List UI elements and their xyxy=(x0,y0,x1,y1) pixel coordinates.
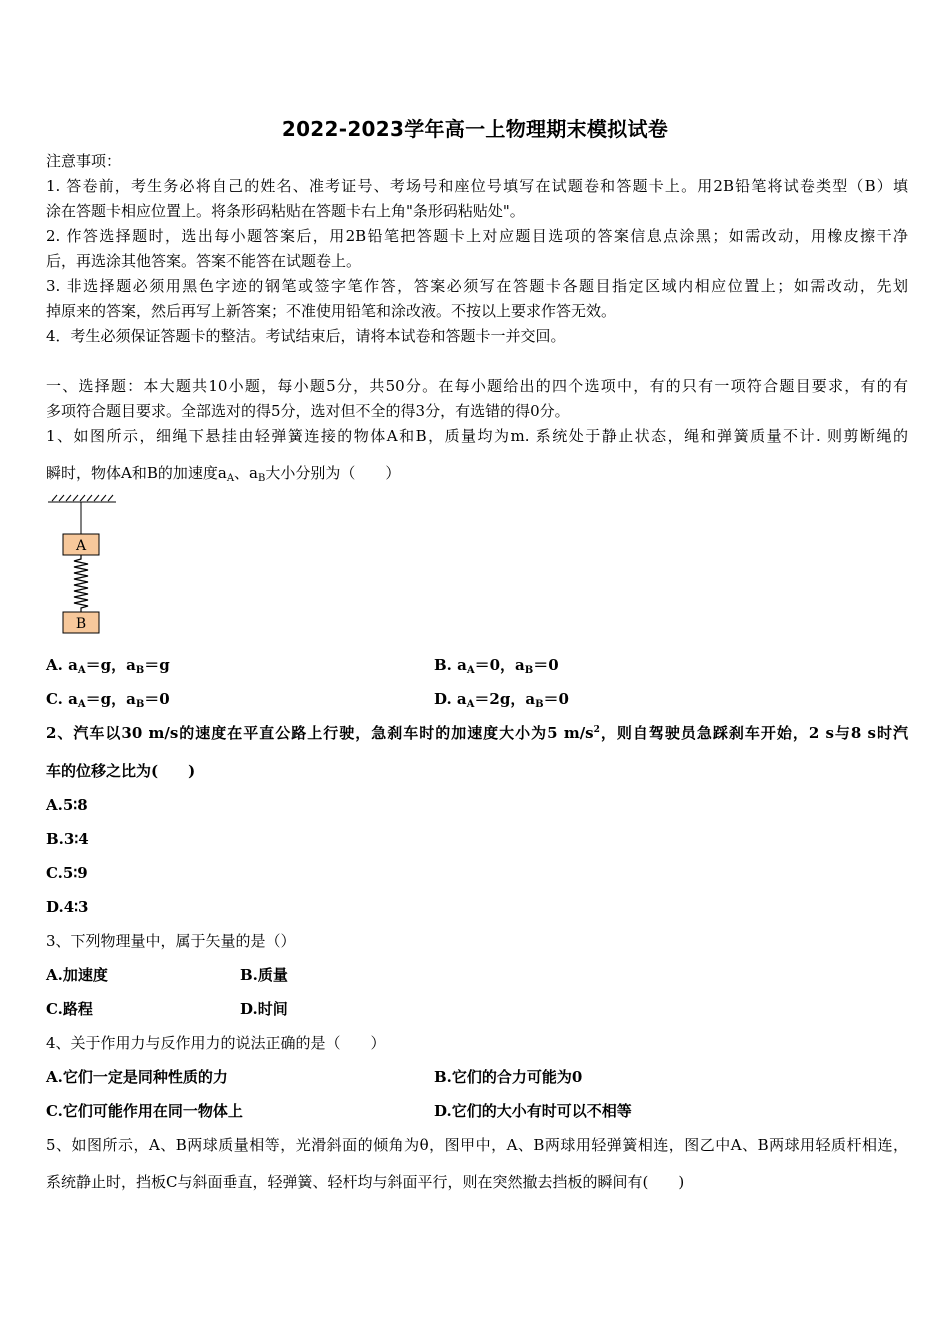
q1-option-c: C. $a_A=g$，$a_B=0$ xyxy=(46,690,170,710)
question-5-stem-cont: 系统静止时，挡板C与斜面垂直，轻弹簧、轻杆均与斜面平行，则在突然撤去挡板的瞬间有( ) xyxy=(46,1173,685,1191)
notice-heading: 注意事项： xyxy=(46,152,122,170)
notice-line: 涂在答题卡相应位置上。将条形码粘贴在答题卡右上角"条形码粘贴处"。 xyxy=(46,202,525,220)
question-5-stem: 5、如图所示，A、B两球质量相等，光滑斜面的倾角为θ，图甲中，A、B两球用轻弹簧相连，图乙中A、B两球用轻质杆相连， xyxy=(46,1136,908,1154)
q1-option-d: D. $a_A=2g$，$a_B=0$ xyxy=(434,690,569,710)
q2-option-c: C.5∶9 xyxy=(46,864,88,882)
notice-line: 掉原来的答案，然后再写上新答案；不准使用铅笔和涂改液。不按以上要求作答无效。 xyxy=(46,302,617,320)
q3-option-b: B.质量 xyxy=(240,966,288,984)
section-heading-cont: 多项符合题目要求。全部选对的得5分，选对但不全的得3分，有选错的得0分。 xyxy=(46,402,570,420)
q2-option-d: D.4∶3 xyxy=(46,898,89,916)
question-3-stem: 3、下列物理量中，属于矢量的是（） xyxy=(46,932,296,950)
question-2-stem-cont: 车的位移之比为( ) xyxy=(46,762,196,780)
q4-option-c: C.它们可能作用在同一物体上 xyxy=(46,1102,243,1120)
notice-line: 后，再选涂其他答案。答案不能答在试题卷上。 xyxy=(46,252,362,270)
section-heading: 一、选择题：本大题共10小题，每小题5分，共50分。在每小题给出的四个选项中，有的只有一项符合题目要求，有的有 xyxy=(46,377,908,395)
q4-option-d: D.它们的大小有时可以不相等 xyxy=(434,1102,632,1120)
question-2-stem: 2、汽车以30 m/s的速度在平直公路上行驶，急刹车时的加速度大小为5 $m/s^2$，则自驾驶员急踩刹车开始，2 s与8 s时汽 xyxy=(46,724,908,742)
q1-option-a: A. $a_A=g$，$a_B=g$ xyxy=(46,656,170,676)
block-b-label: B xyxy=(75,616,87,632)
q3-option-a: A.加速度 xyxy=(46,966,108,984)
notice-line: 2. 作答选择题时，选出每小题答案后，用2B铅笔把答题卡上对应题目选项的答案信息点涂黑；如需改动，用橡皮擦干净 xyxy=(46,227,908,245)
q3-option-d: D.时间 xyxy=(240,1000,288,1018)
page-title: 2022-2023学年高一上物理期末模拟试卷 xyxy=(281,117,669,141)
q4-option-b: B.它们的合力可能为0 xyxy=(434,1068,583,1086)
notice-line: 4．考生必须保证答题卡的整洁。考试结束后，请将本试卷和答题卡一并交回。 xyxy=(46,327,566,345)
notice-line: 1. 答卷前，考生务必将自己的姓名、准考证号、考场号和座位号填写在试题卷和答题卡上。用2B铅笔将试卷类型（B）填 xyxy=(46,177,908,195)
ceiling-hatch xyxy=(48,495,116,502)
q3-option-c: C.路程 xyxy=(46,1000,93,1018)
q1-option-b: B. $a_A=0$，$a_B=0$ xyxy=(434,656,559,676)
block-a-label: A xyxy=(75,538,87,554)
spring-figure xyxy=(46,492,126,642)
q4-option-a: A.它们一定是同种性质的力 xyxy=(46,1068,228,1086)
question-1-stem: 1、如图所示，细绳下悬挂由轻弹簧连接的物体A和B，质量均为m. 系统处于静止状态，绳和弹簧质量不计. 则剪断绳的 xyxy=(46,427,908,445)
notice-line: 3. 非选择题必须用黑色字迹的钢笔或签字笔作答，答案必须写在答题卡各题目指定区域内相应位置上；如需改动，先划 xyxy=(46,277,908,295)
question-4-stem: 4、关于作用力与反作用力的说法正确的是（ ） xyxy=(46,1034,386,1052)
question-1-stem-cont: 瞬时，物体A和B的加速度$a_A$、$a_B$大小分别为（ ） xyxy=(46,464,401,484)
q2-option-a: A.5∶8 xyxy=(46,796,88,814)
spring xyxy=(74,555,88,612)
q2-option-b: B.3∶4 xyxy=(46,830,89,848)
